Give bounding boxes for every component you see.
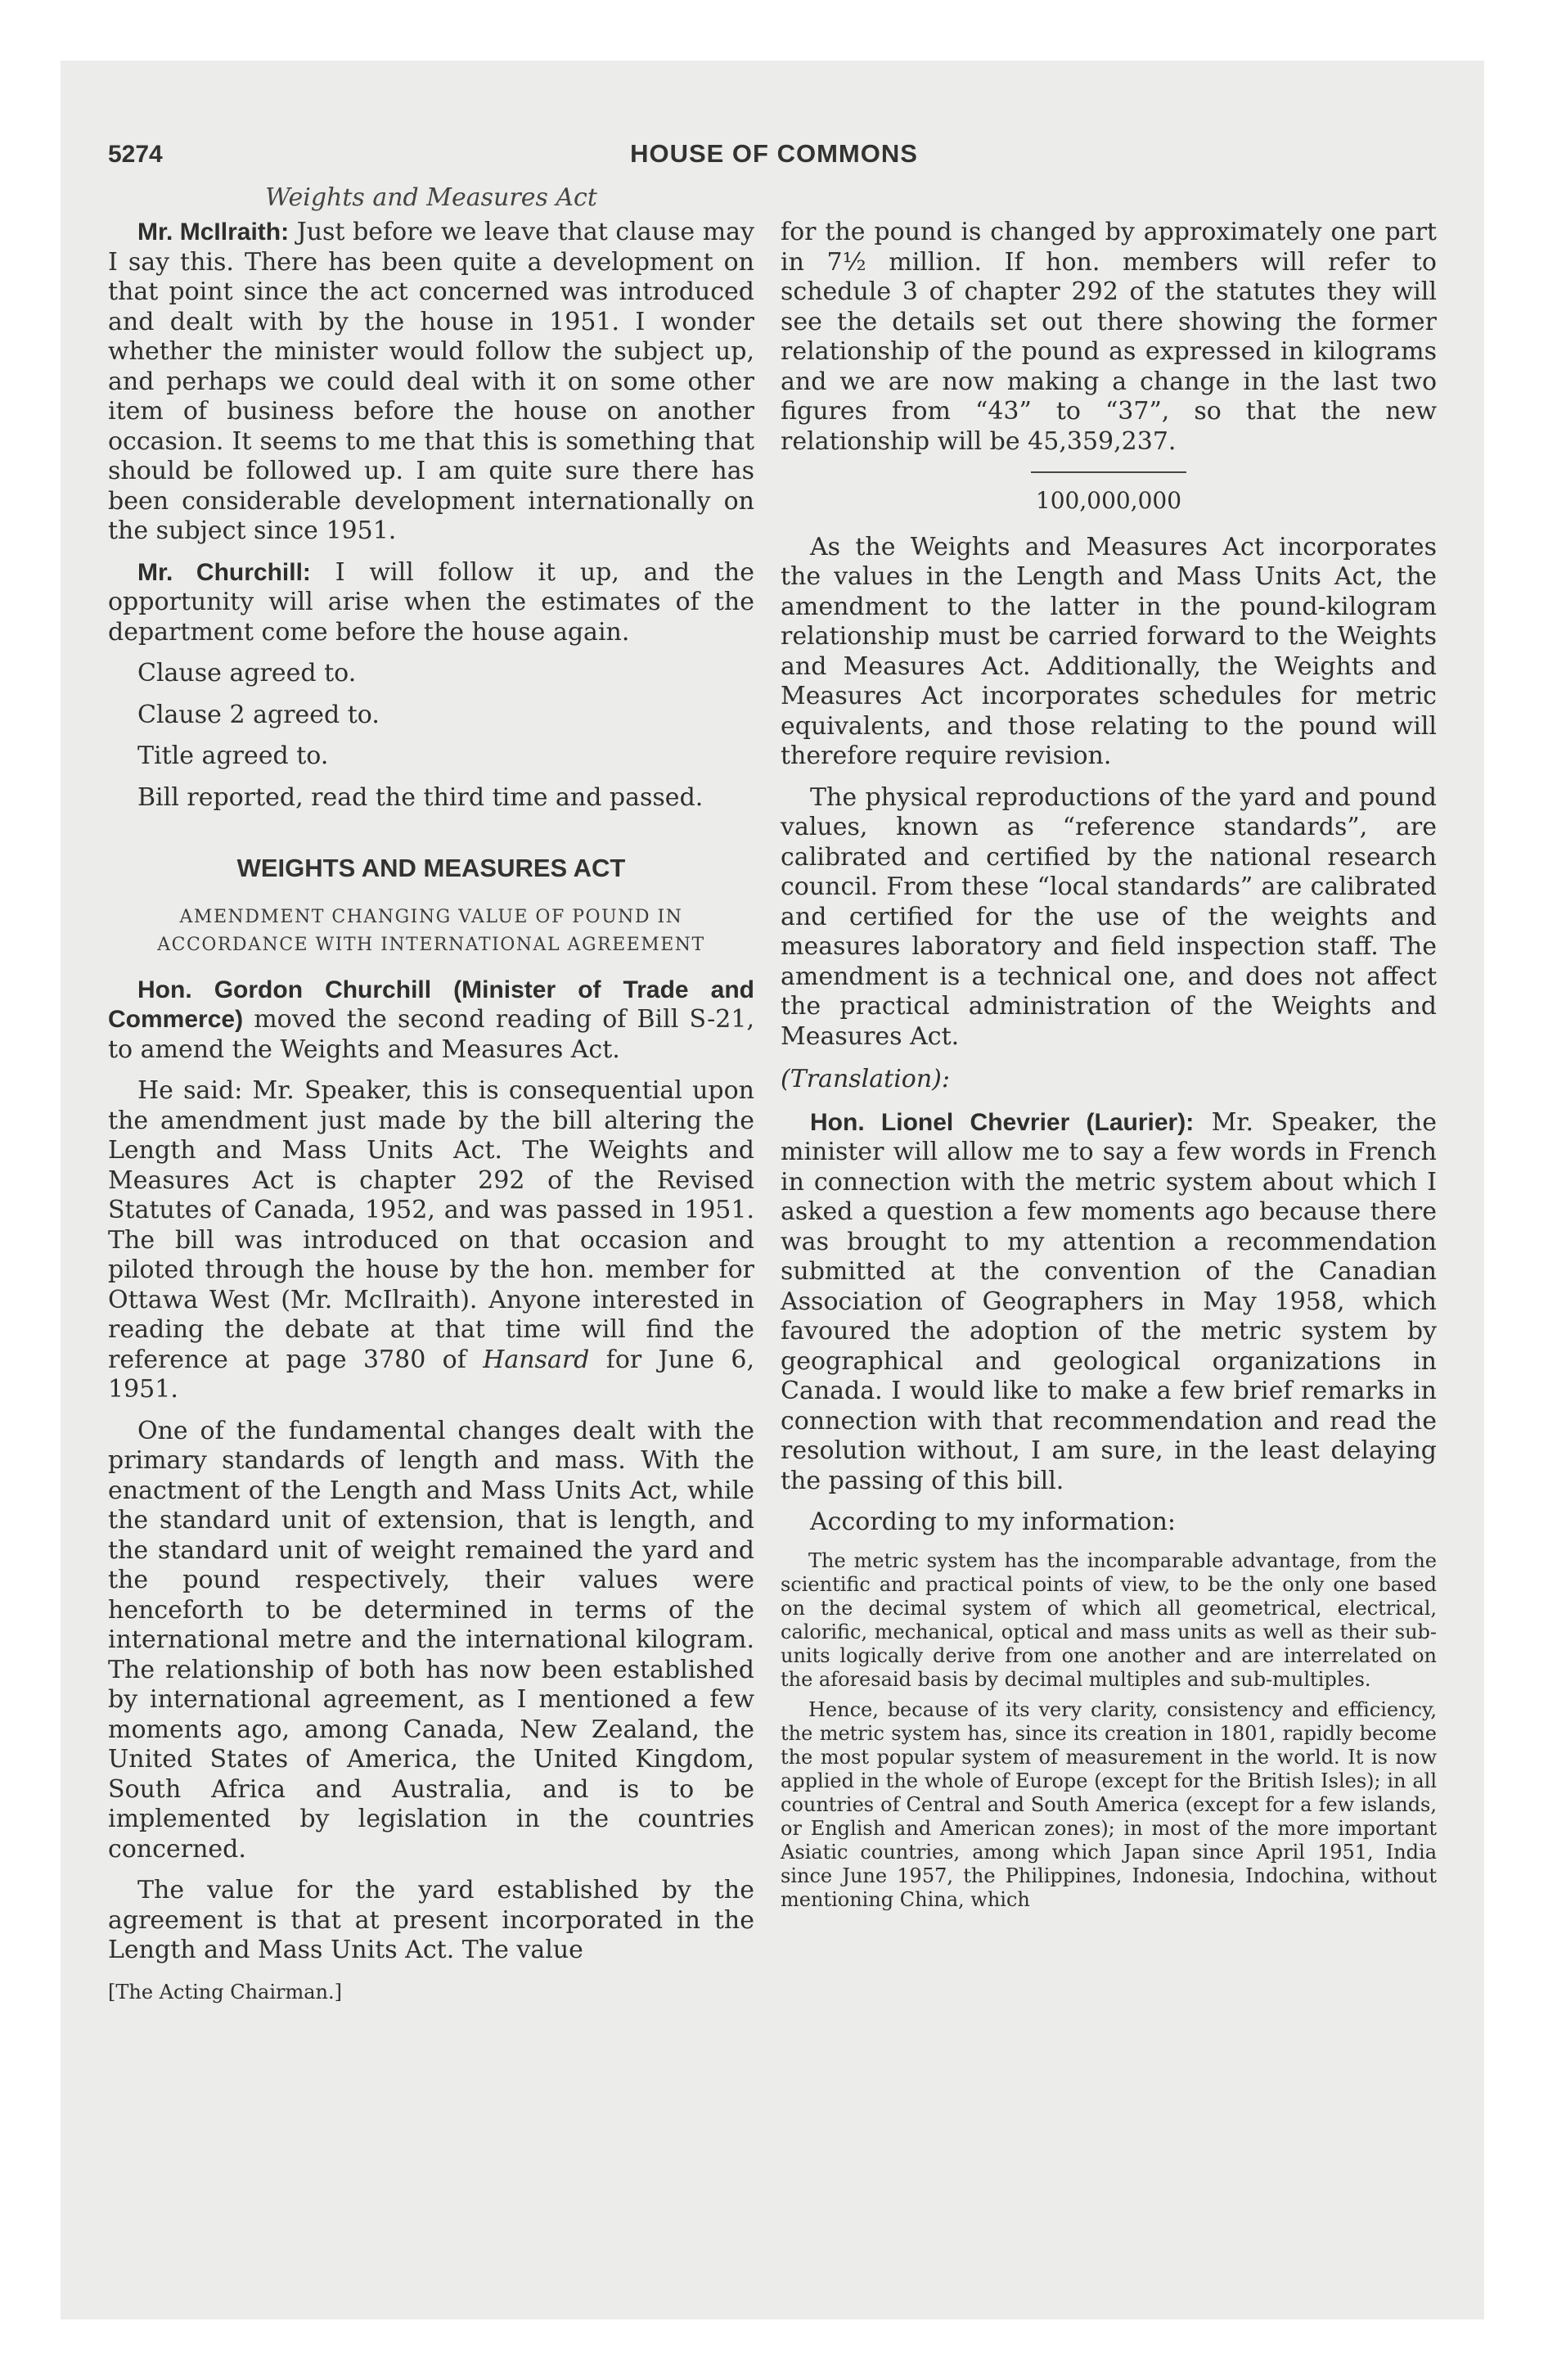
paragraph: The physical reproductions of the yard and pound values, known as “reference standards”, are calibrated and certified by the national research council. From these “local standards” are calibrated and certified for the use of the weights and measures laboratory and field inspection staff. The amendment is a technical one, and does not affect the practical administration of the Weights and Measures Act. xyxy=(781,782,1437,1051)
paragraph xyxy=(108,558,754,648)
quoted-text: The metric system has the incomparable advantage, from the scientific and practical points of view, to be the only one based on the decimal system of which all geometrical, electrical, calorific, mechanical, optical and mass units as well as their sub-units logically derive from one another and are interrelated on the aforesaid basis by decimal multiples and sub-multiples. xyxy=(781,1548,1437,1691)
quoted-text: Hence, because of its very clarity, consistency and efficiency, the metric system has, since its creation in 1801, rapidly become the most popular system of measurement in the world. It is now applied in the whole of Europe (except for the British Isles); in all countries of Central and South America (except for a few islands, or English and American zones); in most of the more important Asiatic countries, among which Japan since April 1951, India since June 1957, the Philippines, Indonesia, Indochina, without mentioning China, which xyxy=(781,1697,1437,1911)
page-number: 5274 xyxy=(108,141,163,168)
speech-text: Mr. Speaker, the minister will allow me to say a few words in French in connection with the metric system about which I asked a question a few moments ago because there was brought to my attention a recommendation submitted at the convention of the Canadian Association of Geographers in May 1958, which favoured the adoption of the metric system by geographical and geological organizations in Canada. I would like to make a few brief remarks in connection with that recommendation and read the resolution without, I am sure, in the least delaying the passing of this bill. xyxy=(781,1107,1437,1495)
speaker-name: Mr. McIlraith: xyxy=(137,219,290,246)
speaker-name: Mr. Churchill: xyxy=(137,558,311,586)
fraction-denominator: 100,000,000 xyxy=(1035,487,1182,514)
speaker-name: Hon. Lionel Chevrier (Laurier): xyxy=(810,1108,1195,1136)
translation-marker: (Translation): xyxy=(781,1065,950,1093)
hansard-reference: Hansard xyxy=(483,1345,590,1374)
section-title: WEIGHTS AND MEASURES ACT xyxy=(236,854,626,882)
right-column xyxy=(781,218,1437,1918)
paragraph: One of the fundamental changes dealt with the primary standards of length and mass. With the enactment of the Length and Mass Units Act, while the standard unit of extension, that is length, and the standard unit of weight remained the yard and the pound respectively, their values were henceforth to be determined in terms of the international metre and the international kilogram. The relationship of both has now been established by international agreement, as I mentioned a few moments ago, among Canada, New Zealand, the United States of America, the United Kingdom, South Africa and Australia, and is to be implemented by legislation in the countries concerned. xyxy=(108,1416,754,1864)
paragraph: According to my information: xyxy=(810,1508,1177,1536)
speech-text: Just before we leave that clause may I say this. There has been quite a development on that point since the act concerned was introduced and dealt with by the house in 1951. I wonder whether the minister would follow the subject up, and perhaps we could deal with it on some other item of business before the house on another occasion. It seems to me that this is something that should be followed up. I am quite sure there has been considerable development internationally on the subject since 1951. xyxy=(108,218,754,545)
paragraph xyxy=(781,1108,1437,1497)
footer-note: [The Acting Chairman.] xyxy=(108,1980,342,2004)
paragraph xyxy=(108,218,754,547)
paragraph: As the Weights and Measures Act incorporates the values in the Length and Mass Units Act, the amendment to the latter in the pound-kilogram relationship must be carried forward to the Weights and Measures Act. Additionally, the Weights and Measures Act incorporates schedules for metric equivalents, and those relating to the pound will therefore require revision. xyxy=(781,532,1437,770)
speaker-name: Hon. Gordon Churchill (Minister of Trade and Commerce) xyxy=(108,976,754,1033)
clause-agreed: Clause agreed to. xyxy=(137,659,357,687)
speech-text: He said: Mr. Speaker, this is consequential upon the amendment just made by the bill altering the Length and Mass Units Act. The Weights and Measures Act is chapter 292 of the Revised Statutes of Canada, 1952, and was passed in 1951. The bill was introduced on that occasion and piloted through the house by the hon. member for Ottawa West (Mr. McIlraith). Anyone interested in reading the debate at that time will find the reference at page 3780 of xyxy=(108,1076,754,1374)
page-title: HOUSE OF COMMONS xyxy=(630,139,918,168)
fraction-bar xyxy=(1031,471,1186,473)
speech-text: I will follow it up, and the opportunity will arise when the estimates of the department come before the house again. xyxy=(108,557,754,647)
bill-reported: Bill reported, read the third time and passed. xyxy=(137,782,704,812)
paragraph xyxy=(108,976,754,1066)
paragraph: for the pound is changed by approximately one part in 7½ million. If hon. members will refer to schedule 3 of chapter 292 of the statutes they will see the details set out there showing the former relationship of the pound as expressed in kilograms and we are now making a change in the last two figures from “43” to “37”, so that the new relationship will be 45,359,237. xyxy=(781,218,1437,456)
left-column xyxy=(108,218,754,2007)
clause-2-agreed: Clause 2 agreed to. xyxy=(137,700,380,729)
running-subtitle: Weights and Measures Act xyxy=(265,183,597,212)
title-agreed: Title agreed to. xyxy=(137,741,329,770)
speech-text: moved the second reading of Bill S-21, to amend the Weights and Measures Act. xyxy=(108,1005,754,1064)
paragraph: The value for the yard established by the agreement is that at present incorporated in the Length and Mass Units Act. The value xyxy=(108,1876,754,1964)
speech-text: for June 6, 1951. xyxy=(108,1345,754,1404)
fraction-formula xyxy=(781,471,1437,516)
paragraph xyxy=(108,1076,754,1405)
section-subtitle: AMENDMENT CHANGING VALUE OF POUND IN ACCORDANCE WITH INTERNATIONAL AGREEMENT xyxy=(157,906,705,955)
